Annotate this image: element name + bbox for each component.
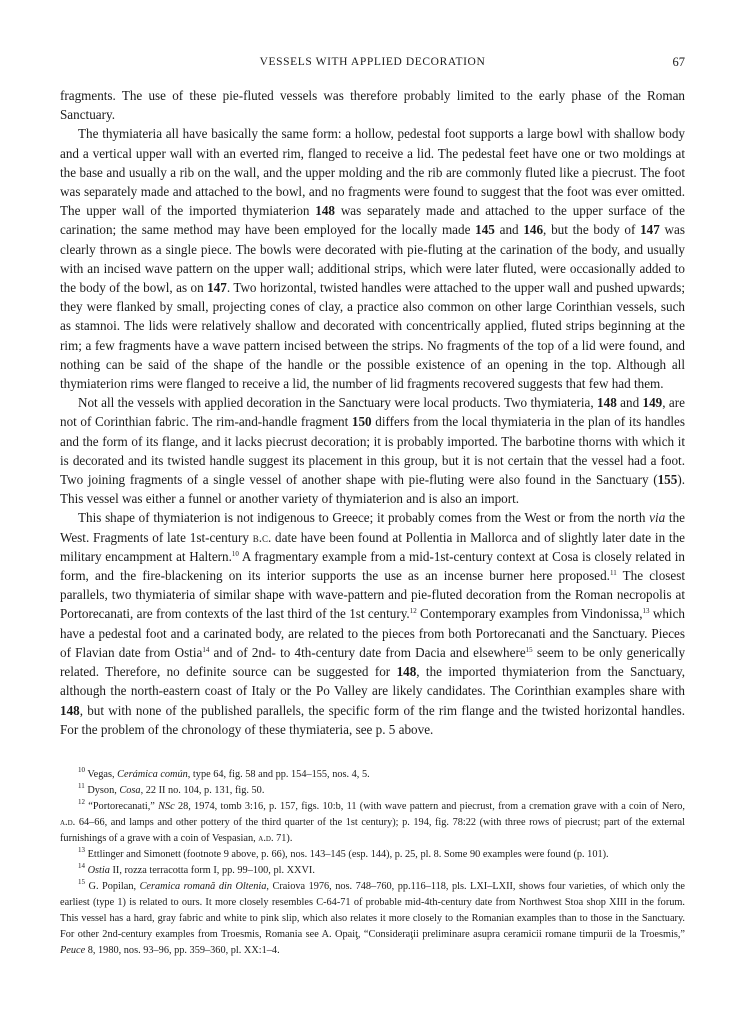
footnote-12: $^{12}$ “Portorecanati,” NSc 28, 1974, tomb 3:16, p. 157, figs. 10:b, 11 (with wave pattern and piecrust, from a cremation grave with a coin of Nero, a.d. 64–66, and lamps and other pottery of the third quarter of the 1st century); p. 194, fig. 78:22 (with three rows of piecrust; part of the external furnishings of a grave with a coin of Vespasian, a.d. 71). xyxy=(60,797,685,844)
catalog-ref: 147 xyxy=(640,222,660,238)
catalog-ref: 147 xyxy=(207,280,227,296)
page xyxy=(60,52,685,959)
footnote-13: $^{13}$ Ettlinger and Simonett (footnote 9 above, p. 66), nos. 143–145 (esp. 144), p. 25, pl. 8. Some 90 examples were found (p. 101). xyxy=(78,845,609,860)
footnote-10: $^{10}$ Vegas, Cerámica común, type 64, fig. 58 and pp. 154–155, nos. 4, 5. xyxy=(78,765,370,780)
catalog-ref: 145 xyxy=(475,222,495,238)
catalog-ref: 148 xyxy=(60,702,80,718)
footnote-11: $^{11}$ Dyson, Cosa, 22 II no. 104, p. 131, fig. 50. xyxy=(78,781,265,796)
paragraph-3: Not all the vessels with applied decoration in the Sanctuary were local products. Two thymiateria, 148 and 149, are not of Corinthian fabric. The rim-and-handle fragment 150 differs from the local thymiateria in the plan of its handles and the form of its flange, and it lacks piecrust decoration; it is probably imported. The barbotine thorns with which it is decorated and its twisted handle suggest its placement in this group, but it is not certain that the vessel had a foot. Two joining fragments of a single vessel of another shape with pie-fluting were also found in the Sanctuary (155). This vessel was either a funnel or another variety of thymiaterion and is also an import. xyxy=(60,395,685,507)
catalog-ref: 148 xyxy=(597,395,617,411)
page-number: 67 xyxy=(672,55,685,69)
footnote-14: $^{14}$ Ostia II, rozza terracotta form I, pp. 99–100, pl. XXVI. xyxy=(78,861,315,876)
footnote-marker[interactable]: 10 xyxy=(231,549,239,558)
catalog-ref: 149 xyxy=(642,395,663,411)
footnote-15: $^{15}$ G. Popilan, Ceramica romană din Oltenia, Craiova 1976, nos. 748–760, pp.116–118, pls. LXI–LXII, shows four varieties, of which only the earliest (type 1) is related to ours. It more closely resembles C-64-71 of probable mid-4th-century date from Northwest Stoa shop XIII in the forum. This vessel has a hard, gray fabric and white to pink slip, which also relates it more closely to the Romanian examples than to those in the Sanctuary. For other 2nd-century examples from Troesmis, Romania see A. Opaiţ, “Consideraţii preliminare asupra ceramicii romane timpurii de la Troesmis,” Peuce 8, 1980, nos. 93–96, pp. 359–360, pl. XX:1–4. xyxy=(60,877,686,956)
catalog-ref: 150 xyxy=(351,414,372,430)
footnote-marker[interactable]: 15 xyxy=(525,645,533,654)
paragraph-4: This shape of thymiaterion is not indigenous to Greece; it probably comes from the West or from the north via the West. Fragments of late 1st-century b.c. date have been found at Pollentia in Mallorca and of slightly later date in the military encampment at Haltern.$^{10}$ A fragmentary example from a mid-1st-century context at Cosa is closely related in form, and the fire-blackening on its interior supports the use as an incense burner here proposed.$^{11}$ The closest parallels, two thymiateria of similar shape with wave-pattern and pie-fluted decoration from the Roman necropolis at Portorecanati, are from contexts of the last third of the 1st century.$^{12}$ Contemporary examples from Vindonissa,$^{13}$ which have a pedestal foot and a carinated body, are related to the pieces from both Portorecanati and the Sanctuary. Pieces of Flavian date from Ostia$^{14}$ and of 2nd- to 4th-century date from Dacia and elsewhere$^{15}$ seem to be only generically related. Therefore, no definite source can be suggested for 148, the imported thymiaterion from the Sanctuary, although the north-eastern coast of Italy or the Po Valley are likely candidates. The Corinthian examples share with 148, but with none of the published parallels, the specific form of the rim flange and the twisted horizontal handles. For the problem of the chronology of these thymiateria, see p. 5 above. xyxy=(60,510,686,737)
paragraph-2: The thymiateria all have basically the same form: a hollow, pedestal foot supports a large bowl with shallow body and a vertical upper wall with an everted rim, flanged to receive a lid. The pedestal feet have one or two moldings at the base and usually a rib on the wall, and the upper molding and the rib are commonly fluted like a piecrust. The foot was separately made and attached to the bowl, and no fragments were found to suggest that the foot was ever omitted. The upper wall of the imported thymiaterion 148 was separately made and attached to the upper surface of the carination; the same method may have been employed for the locally made 145 and 146, but the body of 147 was clearly thrown as a single piece. The bowls were decorated with pie-fluting at the carination of the body, and usually with an incised wave pattern on the upper wall; additional strips, which were later fluted, were occasionally added to the body of the bowl, as on 147. Two horizontal, twisted handles were attached to the upper wall and pushed upwards; they were flanked by small, projecting cones of clay, a practice also common on other large Corinthian vessels, such as stamnoi. The lids were relatively shallow and decorated with concentrically applied, fluted strips beginning at the rim; a few fragments have a wave pattern incised between the strips. No fragments of the top of a lid were found, and nothing can be said of the shape of the handle or the possible existence of an opening in the top. Although all thymiaterion rims were flanged to receive a lid, the number of lid fragments recovered suggests that few had them. xyxy=(60,126,686,392)
running-head xyxy=(60,52,685,74)
catalog-ref: 148 xyxy=(396,664,417,680)
body-text xyxy=(60,86,685,739)
footnotes xyxy=(60,767,685,959)
catalog-ref: 155 xyxy=(657,472,678,488)
footnote-marker[interactable]: 11 xyxy=(609,569,617,578)
footnote-marker[interactable]: 13 xyxy=(642,607,650,616)
catalog-ref: 146 xyxy=(523,222,544,238)
footnote-marker[interactable]: 14 xyxy=(202,645,210,654)
footnote-marker[interactable]: 12 xyxy=(409,607,417,616)
paragraph-1: fragments. The use of these pie-fluted vessels was therefore probably limited to the early phase of the Roman Sanctuary. xyxy=(60,88,685,123)
running-title: VESSELS WITH APPLIED DECORATION xyxy=(259,56,486,68)
catalog-ref: 148 xyxy=(315,203,335,219)
